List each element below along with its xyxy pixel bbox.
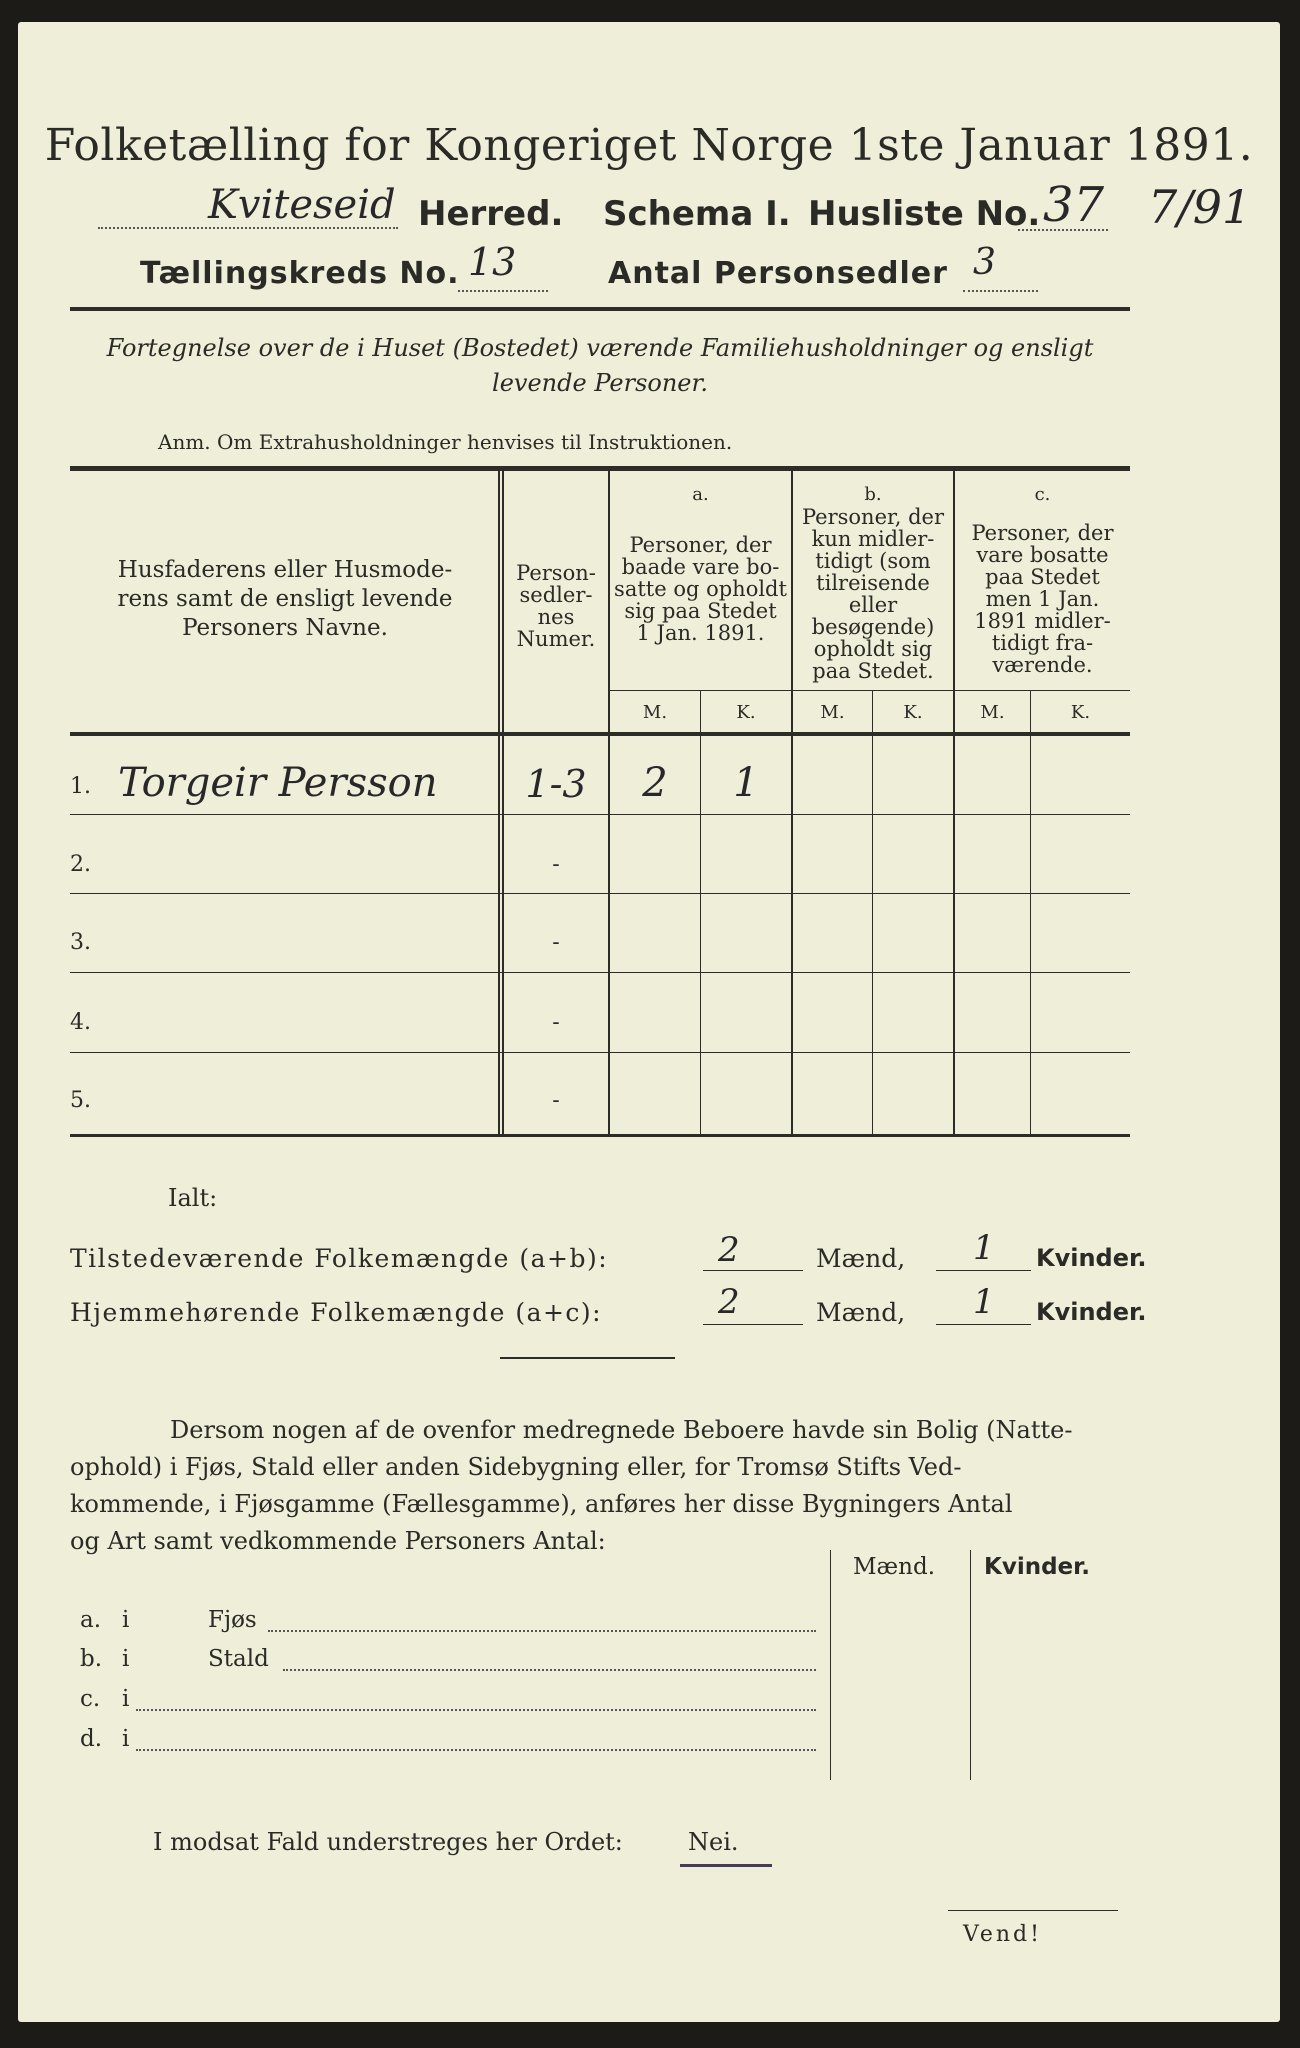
- row-2-num: 2.: [70, 852, 91, 877]
- header-rule: [70, 307, 1130, 311]
- hjemme-label: Hjemmehørende Folkemængde (a+c):: [70, 1298, 603, 1327]
- antal-value: 3: [973, 242, 996, 283]
- kreds-underline: [458, 290, 548, 292]
- building-b-dots: [283, 1669, 816, 1671]
- vend-rule: [948, 1910, 1118, 1911]
- husliste-label: Husliste No.: [808, 194, 1041, 234]
- col-a-header: Personer, der baade vare bo- satte og opholdt sig paa Stedet 1 Jan. 1891.: [614, 533, 787, 645]
- tilstede-k-underline: [936, 1270, 1031, 1271]
- tilstede-m-underline: [703, 1270, 803, 1271]
- a-m-label: M.: [642, 702, 668, 723]
- col-b-letter: b.: [864, 484, 882, 505]
- row-1-name: Torgeir Persson: [118, 760, 438, 806]
- row-line-2: [70, 893, 1130, 894]
- intro-line-2: levende Personer.: [492, 369, 708, 397]
- col-numer-header: Person- sedler- nes Numer.: [516, 561, 596, 651]
- antal-underline: [963, 290, 1038, 292]
- row-4-num: 4.: [70, 1010, 91, 1035]
- row-line-4: [70, 1052, 1130, 1053]
- hjemme-k: 1: [973, 1282, 995, 1322]
- row-line-1: [70, 814, 1130, 815]
- row-2-numer: -: [552, 852, 560, 877]
- building-d-letter: d.: [80, 1726, 103, 1752]
- kreds-label: Tællingskreds No.: [140, 256, 460, 291]
- row-1-num: 1.: [70, 774, 91, 799]
- building-a-letter: a.: [80, 1607, 102, 1633]
- row-line-3: [70, 972, 1130, 973]
- herred-value: Kviteseid: [208, 182, 396, 228]
- a-k-label: K.: [736, 702, 756, 723]
- building-d-dots: [136, 1749, 816, 1751]
- modsat-text: I modsat Fald understreges her Ordet:: [153, 1828, 623, 1856]
- tilstede-label: Tilstedeværende Folkemængde (a+b):: [70, 1244, 609, 1273]
- buildings-col-line-1: [830, 1550, 831, 1780]
- hjemme-maend: Mænd,: [816, 1298, 906, 1327]
- kreds-value: 13: [468, 240, 517, 284]
- antal-label: Antal Personsedler: [608, 256, 948, 291]
- building-b-i: i: [122, 1646, 130, 1672]
- buildings-col-line-2: [970, 1550, 971, 1780]
- row-3-num: 3.: [70, 930, 91, 955]
- c-k-label: K.: [1070, 702, 1091, 723]
- c-m-label: M.: [980, 702, 1005, 723]
- row-4-numer: -: [552, 1010, 560, 1035]
- mk-header-rule: [608, 690, 1130, 691]
- row-1-a-k: 1: [733, 760, 759, 806]
- buildings-maend-header: Mænd.: [853, 1554, 936, 1580]
- husliste-value: 37: [1043, 177, 1105, 233]
- b-k-label: K.: [903, 702, 923, 723]
- husliste-underline: [1018, 229, 1108, 231]
- nei-word: Nei.: [688, 1828, 739, 1856]
- margin-note: 7/91: [1148, 180, 1252, 234]
- row-1-a-m: 2: [642, 760, 668, 806]
- buildings-kvinder-header: Kvinder.: [984, 1554, 1090, 1580]
- schema-label: Schema I.: [603, 194, 791, 234]
- intro-line-1: Fortegnelse over de i Huset (Bostedet) værende Familiehusholdninger og ensligt: [106, 334, 1094, 362]
- hjemme-m: 2: [718, 1282, 740, 1322]
- section-divider: [500, 1357, 675, 1359]
- tilstede-m: 2: [718, 1230, 740, 1270]
- col-c-header: Personer, der vare bosatte paa Stedet men 1 Jan. 1891 midler- tidigt fra- værende.: [971, 521, 1114, 677]
- table-header-rule: [70, 732, 1130, 736]
- nei-underline: [680, 1864, 772, 1867]
- buildings-paragraph: Dersom nogen af de ovenfor medregnede Beboere havde sin Bolig (Natte- ophold) i Fjøs, Stald eller anden Sidebygning eller, for Tromsø Stifts Ved- kommende, i Fjøsgamme (Fællesgamme), anføres her disse Bygningers Antal og Art samt vedkommende Personers Antal:: [70, 1416, 1073, 1555]
- col-c-letter: c.: [1034, 484, 1051, 505]
- col-a-letter: a.: [692, 484, 709, 505]
- building-c-dots: [136, 1709, 816, 1711]
- col-names-header: Husfaderens eller Husmode- rens samt de ensligt levende Personers Navne.: [117, 557, 453, 641]
- anm-note: Anm. Om Extrahusholdninger henvises til Instruktionen.: [158, 430, 733, 454]
- row-1-numer: 1-3: [525, 762, 587, 806]
- tilstede-kvinder: Kvinder.: [1036, 1244, 1147, 1272]
- building-b-letter: b.: [80, 1646, 103, 1672]
- vend-text: Vend!: [963, 1922, 1042, 1947]
- hjemme-kvinder: Kvinder.: [1036, 1298, 1147, 1326]
- building-a-i: i: [122, 1607, 130, 1633]
- tilstede-k: 1: [973, 1228, 995, 1268]
- building-a-label: Fjøs: [208, 1607, 257, 1633]
- col-divider-bm: [872, 690, 873, 1134]
- herred-label: Herred.: [418, 194, 564, 234]
- building-b-label: Stald: [208, 1646, 269, 1672]
- col-divider-am: [700, 690, 701, 1134]
- building-d-i: i: [122, 1726, 130, 1752]
- building-c-i: i: [122, 1686, 130, 1712]
- col-divider-cm: [1030, 690, 1031, 1134]
- table-bottom-rule: [70, 1134, 1130, 1137]
- row-5-num: 5.: [70, 1088, 91, 1113]
- hjemme-k-underline: [936, 1324, 1031, 1325]
- table-top-rule: [70, 466, 1130, 471]
- form-title: Folketælling for Kongeriget Norge 1ste Januar 1891.: [44, 120, 1254, 171]
- row-5-numer: -: [552, 1088, 560, 1113]
- hjemme-m-underline: [703, 1324, 803, 1325]
- b-m-label: M.: [820, 702, 845, 723]
- tilstede-maend: Mænd,: [816, 1244, 906, 1273]
- ialt-label: Ialt:: [168, 1184, 218, 1212]
- census-form: [18, 22, 1280, 2022]
- row-3-numer: -: [552, 930, 560, 955]
- col-b-header: Personer, der kun midler- tidigt (som tilreisende eller besøgende) opholdt sig paa Stedet.: [801, 505, 945, 683]
- building-c-letter: c.: [80, 1686, 101, 1712]
- building-a-dots: [268, 1630, 816, 1632]
